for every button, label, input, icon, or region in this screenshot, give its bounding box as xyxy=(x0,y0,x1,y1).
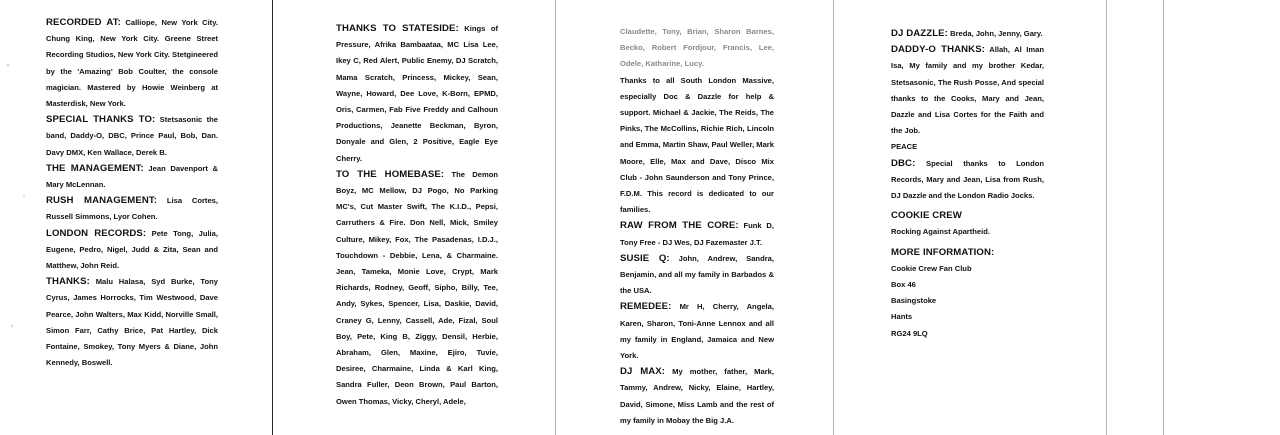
london-records-section xyxy=(46,226,218,275)
more-info-heading xyxy=(891,245,1044,261)
section-heading: TO THE HOMEBASE: xyxy=(336,168,445,180)
section-text: Special thanks to London Records, Mary and Jean, Lisa from Rush, DJ Dazzle and the London Radio Jocks. xyxy=(891,158,1044,201)
section-heading: DJ MAX: xyxy=(620,366,666,378)
continued-names: Claudette, Tony, Brian, Sharon Barnes, Becko, Robert Fordjour, Francis, Lee, Odele, Katharine, Lucy. xyxy=(620,27,774,69)
homebase-section xyxy=(336,167,498,410)
section-heading: RUSH MANAGEMENT: xyxy=(46,195,158,207)
section-text: Mr H, Cherry, Angela, Karen, Sharon, Toni-Anne Lennox and all my family in England, Jamaica and New York. xyxy=(620,302,774,361)
credits-column-3 xyxy=(620,0,774,435)
section-heading: THE MANAGEMENT: xyxy=(46,162,144,174)
section-text: Calliope, New York City. Chung King, New York City. Greene Street Recording Studios, New York City. Stetgineered by the 'Amazing' Bob Coulter, the console magician. Mastered by Howie Weinberg at Masterdisk, New York. xyxy=(46,18,218,109)
section-text: Jean Davenport & Mary McLennan. xyxy=(46,163,218,190)
rush-management-section xyxy=(46,193,218,225)
section-heading: RAW FROM THE CORE: xyxy=(620,220,739,232)
thanks-section xyxy=(46,274,218,371)
section-text: The Demon Boyz, MC Mellow, DJ Pogo, No Parking MC's, Cut Master Swift, The K.I.D., Pepsi, Carruthers & Fire. Don Nell, Mick, Smiley Culture, Mikey, Fox, The Pasadenas, I.D.J., Touchdown - Debbie, Lena, & Charmaine. Jean, Tameka, Monie Love, Crypt, Mark Richards, Rodney, Geoff, Sipho, Billy, Tee, Andy, Sykes, Spencer, Lisa, Daskie, David, Craney G, Lenny, Cassell, Ade, Fizal, Soul Boy, Pete, King B, Ziggy, Densil, Herbie, Abraham, Glen, Maxine, Ejiro, Tuvie, Desiree, Charmaine, Linda & Karl King, Sandra Fuller, Deon Brown, Paul Barton, Owen Thomas, Vicky, Cheryl, Adele, xyxy=(336,169,498,406)
section-heading: LONDON RECORDS: xyxy=(46,227,147,239)
dj-dazzle-section xyxy=(891,26,1044,42)
section-text: Breda, John, Jenny, Gary. xyxy=(947,29,1043,38)
section-heading: SUSIE Q: xyxy=(620,252,670,264)
remedee-section xyxy=(620,299,774,364)
section-text: Kings of Pressure, Afrika Bambaataa, MC Lisa Lee, Ikey C, Red Alert, Public Enemy, DJ Scratch, Mama Scratch, Princess, Mickey, Sean, Wayne, Howard, Dee Love, K-Born, EPMD, Oris, Carmen, Fab Five Freddy and Calhoun Productions, Jeanette Beckman, Byron, Donyale and Glen, 2 Positive, Eagle Eye Cherry. xyxy=(336,24,499,163)
daddy-o-section xyxy=(891,42,1044,139)
panel-fold xyxy=(1106,0,1107,435)
stateside-section xyxy=(336,21,498,167)
section-text: Malu Halasa, Syd Burke, Tony Cyrus, James Horrocks, Tim Westwood, Dave Pearce, John Walters, Max Kidd, Norville Small, Simon Farr, Cathy Brice, Pat Hartley, Dick Fontaine, Smokey, Tony Myers & Diane, John Kennedy, Boswell. xyxy=(46,277,218,368)
section-heading: SPECIAL THANKS TO: xyxy=(46,114,156,126)
section-heading: THANKS: xyxy=(46,276,90,288)
address-line: Basingstoke xyxy=(891,296,937,306)
section-text: Pete Tong, Julia, Eugene, Pedro, Nigel, Judd & Zita, Sean and Matthew, John Reid. xyxy=(46,228,219,271)
section-heading: COOKIE CREW xyxy=(891,210,962,222)
special-thanks-section xyxy=(46,112,218,161)
section-text: Stetsasonic the band, Daddy-O, DBC, Prince Paul, Bob, Dan. Davy DMX, Ken Wallace, Derek B. xyxy=(46,115,218,157)
section-heading: MORE INFORMATION: xyxy=(891,246,995,258)
cookie-crew-tagline: Rocking Against Apartheid. xyxy=(891,227,991,237)
panel-fold xyxy=(272,0,273,435)
section-heading: DJ DAZZLE: xyxy=(891,28,948,39)
section-text: Allah, Al Iman Isa, My family and my brother Kedar, Stetsasonic, The Rush Posse, And special thanks to the Cooks, Mary and Jean, Dazzle and Lisa Cortes for the Faith and the Job. xyxy=(891,45,1045,136)
panel-fold xyxy=(833,0,834,435)
address-line: Cookie Crew Fan Club xyxy=(891,263,972,273)
section-heading: DADDY-O THANKS: xyxy=(891,44,985,56)
section-heading: DBC: xyxy=(891,157,916,169)
scan-speckle xyxy=(0,0,40,435)
credits-column-2 xyxy=(336,0,498,435)
section-text: John, Andrew, Sandra, Benjamin, and all my family in Barbados & the USA. xyxy=(620,253,774,296)
dbc-section xyxy=(891,156,1044,205)
section-heading: REMEDEE: xyxy=(620,301,672,313)
recorded-at-section xyxy=(46,15,218,112)
panel-fold xyxy=(555,0,556,435)
section-heading: RECORDED AT: xyxy=(46,17,121,28)
management-section xyxy=(46,161,218,193)
section-text: My mother, father, Mark, Tammy, Andrew, Nicky, Elaine, Hartley, David, Simone, Miss Lamb and the rest of my family in Mobay the Big J.A. xyxy=(620,367,774,425)
credits-column-1 xyxy=(46,0,218,435)
cookie-crew-heading xyxy=(891,208,1044,224)
raw-from-core-section xyxy=(620,218,774,250)
section-text: Lisa Cortes, Russell Simmons, Lyor Cohen. xyxy=(46,196,218,222)
section-text: Funk D, Tony Free - DJ Wes, DJ Fazemaster J.T. xyxy=(620,221,774,247)
credits-column-4 xyxy=(891,0,1044,435)
south-london-section: Thanks to all South London Massive, especially Doc & Dazzle for help & support. Michael & Jackie, The Reids, The Pinks, The McCollins, Richie Rich, Lincoln and Emma, Martin Shaw, Paul Weller, Mark Moore, Elle, Max and Dave, Disco Mix Club - John Saunderson and Tony Prince, F.D.M. This record is dedicated to our families. xyxy=(620,75,774,215)
panel-fold xyxy=(1163,0,1164,435)
address-line: Hants xyxy=(891,312,913,322)
address-line: RG24 9LQ xyxy=(891,328,928,338)
peace-line: PEACE xyxy=(891,142,918,152)
susie-q-section xyxy=(620,251,774,300)
dj-max-section xyxy=(620,364,774,429)
address-line: Box 46 xyxy=(891,280,916,290)
section-heading: THANKS TO STATESIDE: xyxy=(336,23,459,34)
